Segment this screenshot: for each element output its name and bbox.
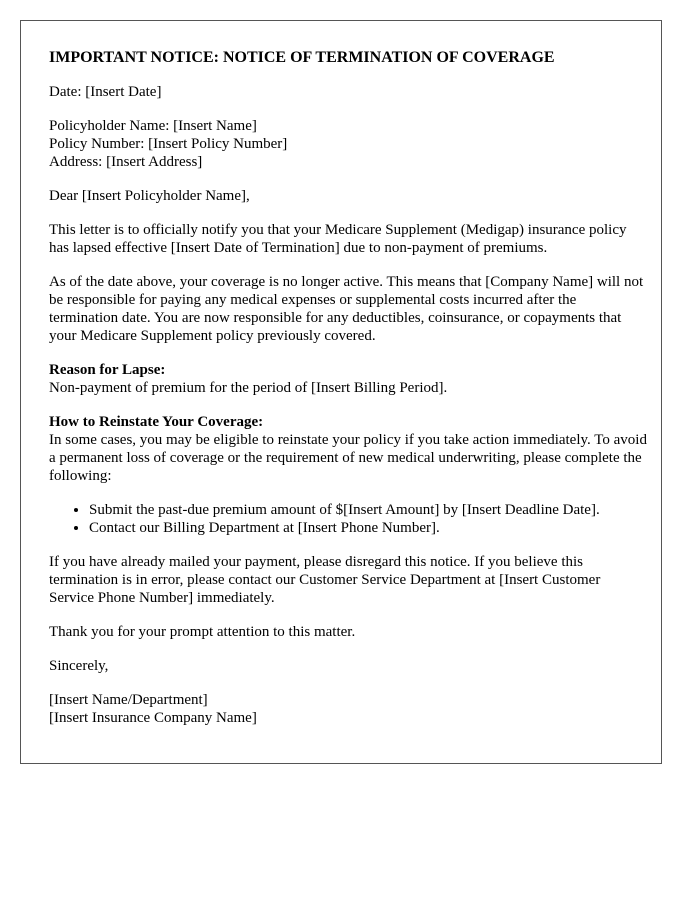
reason-heading: Reason for Lapse: — [49, 362, 166, 378]
list-item: • Contact our Billing Department at [Insert Phone Number]. — [89, 519, 648, 537]
signature-name: [Insert Name/Department] — [49, 692, 208, 708]
paragraph-disregard: If you have already mailed your payment, please disregard this notice. If you believe this termination is in error, please contact our Customer Service Department at [Insert Customer Service Phone Number] immediately. — [49, 554, 601, 606]
paragraph-thanks: Thank you for your prompt attention to this matter. — [49, 624, 356, 640]
reason-text: Non-payment of premium for the period of [Insert Billing Period]. — [49, 380, 448, 396]
letter — [20, 20, 662, 764]
reinstate-text: In some cases, you may be eligible to reinstate your policy if you take action immediately. To avoid a permanent loss of coverage or the requirement of new medical underwriting, please complete the following: — [49, 432, 647, 484]
salutation: Dear [Insert Policyholder Name], — [49, 188, 250, 204]
policy-info — [49, 117, 648, 171]
policyholder-name: Policyholder Name: [Insert Name] — [49, 118, 257, 134]
signature — [49, 691, 648, 727]
reinstate-steps — [49, 501, 648, 537]
paragraph-lapse-notice: This letter is to officially notify you that your Medicare Supplement (Medigap) insurance policy has lapsed effective [Insert Date of Termination] due to non-payment of premiums. — [49, 222, 627, 256]
signature-company: [Insert Insurance Company Name] — [49, 710, 257, 726]
paragraph-coverage-status: As of the date above, your coverage is no longer active. This means that [Company Name] will not be responsible for paying any medical expenses or supplemental costs incurred after the termination date. You are now responsible for any deductibles, coinsurance, or copayments that your Medicare Supplement policy previously covered. — [49, 274, 644, 344]
address: Address: [Insert Address] — [49, 154, 203, 170]
reinstate-section — [49, 413, 648, 485]
list-item: • Submit the past-due premium amount of $[Insert Amount] by [Insert Deadline Date]. — [89, 501, 648, 519]
closing: Sincerely, — [49, 658, 109, 674]
reinstate-heading: How to Reinstate Your Coverage: — [49, 414, 264, 430]
notice-title: IMPORTANT NOTICE: NOTICE OF TERMINATION OF COVERAGE — [49, 49, 555, 66]
date-line: Date: [Insert Date] — [49, 84, 162, 100]
reason-section — [49, 361, 648, 397]
policy-number: Policy Number: [Insert Policy Number] — [49, 136, 288, 152]
